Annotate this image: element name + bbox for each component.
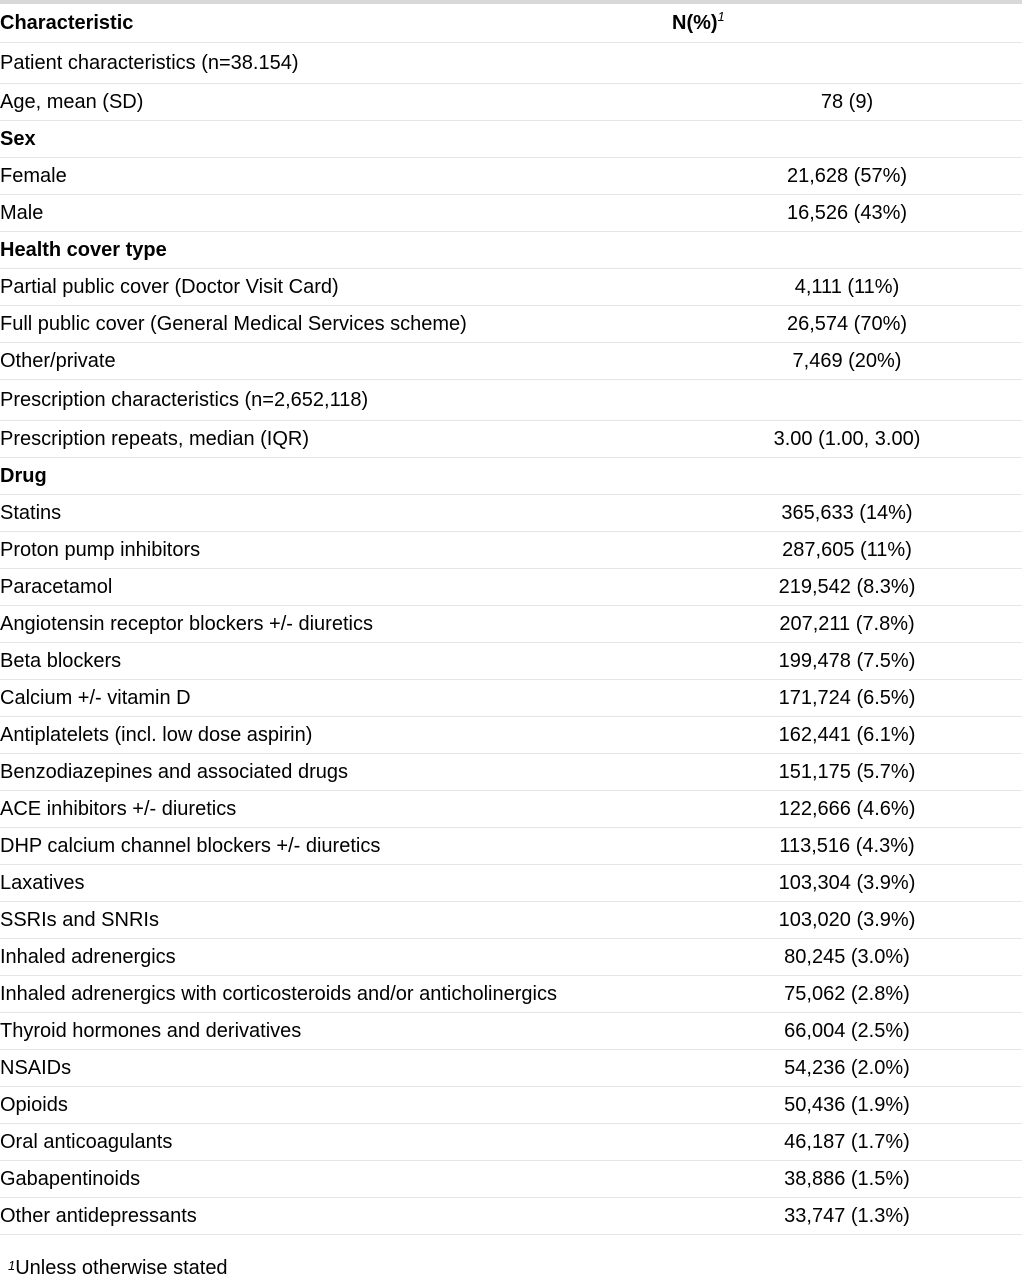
row-value: 66,004 (2.5%) <box>672 1013 1022 1050</box>
section-row <box>0 380 1022 421</box>
row-label: Statins <box>0 495 672 532</box>
table-row <box>0 1013 1022 1050</box>
row-value: 33,747 (1.3%) <box>672 1198 1022 1235</box>
table-row <box>0 643 1022 680</box>
row-label: Laxatives <box>0 865 672 902</box>
table-row <box>0 791 1022 828</box>
row-value: 103,304 (3.9%) <box>672 865 1022 902</box>
group-row <box>0 121 1022 158</box>
table-row <box>0 343 1022 380</box>
value-column-header <box>672 2 1022 43</box>
footnote-marker: 1 <box>8 1258 16 1273</box>
row-label: Female <box>0 158 672 195</box>
row-value: 171,724 (6.5%) <box>672 680 1022 717</box>
table-row <box>0 569 1022 606</box>
row-value: 54,236 (2.0%) <box>672 1050 1022 1087</box>
row-value: 219,542 (8.3%) <box>672 569 1022 606</box>
group-value-empty <box>672 121 1022 158</box>
table-row <box>0 939 1022 976</box>
table-row <box>0 902 1022 939</box>
row-value: 21,628 (57%) <box>672 158 1022 195</box>
row-label: DHP calcium channel blockers +/- diuretics <box>0 828 672 865</box>
row-label: SSRIs and SNRIs <box>0 902 672 939</box>
table-row <box>0 1124 1022 1161</box>
row-label: Male <box>0 195 672 232</box>
row-label: Benzodiazepines and associated drugs <box>0 754 672 791</box>
row-value: 80,245 (3.0%) <box>672 939 1022 976</box>
row-label: Other/private <box>0 343 672 380</box>
row-label: Proton pump inhibitors <box>0 532 672 569</box>
table-row <box>0 421 1022 458</box>
row-value: 7,469 (20%) <box>672 343 1022 380</box>
row-value: 162,441 (6.1%) <box>672 717 1022 754</box>
row-label: Thyroid hormones and derivatives <box>0 1013 672 1050</box>
row-value: 122,666 (4.6%) <box>672 791 1022 828</box>
row-value: 16,526 (43%) <box>672 195 1022 232</box>
row-value: 38,886 (1.5%) <box>672 1161 1022 1198</box>
row-label: Paracetamol <box>0 569 672 606</box>
table-row <box>0 976 1022 1013</box>
row-label: Beta blockers <box>0 643 672 680</box>
group-value-empty <box>672 458 1022 495</box>
table-row <box>0 84 1022 121</box>
value-column-header-label: N(%) <box>672 12 718 34</box>
table-row <box>0 1198 1022 1235</box>
group-row <box>0 458 1022 495</box>
table-row <box>0 269 1022 306</box>
header-row <box>0 2 1022 43</box>
row-value: 365,633 (14%) <box>672 495 1022 532</box>
group-row <box>0 232 1022 269</box>
group-label: Sex <box>0 121 672 158</box>
row-label: Prescription repeats, median (IQR) <box>0 421 672 458</box>
table-row <box>0 606 1022 643</box>
row-label: Gabapentinoids <box>0 1161 672 1198</box>
table-row <box>0 865 1022 902</box>
row-label: Opioids <box>0 1087 672 1124</box>
row-value: 78 (9) <box>672 84 1022 121</box>
row-value: 50,436 (1.9%) <box>672 1087 1022 1124</box>
row-value: 3.00 (1.00, 3.00) <box>672 421 1022 458</box>
group-label: Health cover type <box>0 232 672 269</box>
group-value-empty <box>672 232 1022 269</box>
row-label: Full public cover (General Medical Services scheme) <box>0 306 672 343</box>
row-label: Inhaled adrenergics <box>0 939 672 976</box>
section-title: Prescription characteristics (n=2,652,118) <box>0 380 1022 421</box>
row-label: Calcium +/- vitamin D <box>0 680 672 717</box>
table-header <box>0 2 1022 43</box>
row-value: 199,478 (7.5%) <box>672 643 1022 680</box>
row-label: Partial public cover (Doctor Visit Card) <box>0 269 672 306</box>
row-label: NSAIDs <box>0 1050 672 1087</box>
row-value: 4,111 (11%) <box>672 269 1022 306</box>
table-row <box>0 532 1022 569</box>
footnote-marker: 1 <box>717 9 725 24</box>
table-footnote <box>8 1256 228 1280</box>
section-row <box>0 43 1022 84</box>
table-row <box>0 754 1022 791</box>
row-value: 26,574 (70%) <box>672 306 1022 343</box>
row-label: Oral anticoagulants <box>0 1124 672 1161</box>
table-row <box>0 1161 1022 1198</box>
row-label: Antiplatelets (incl. low dose aspirin) <box>0 717 672 754</box>
footnote-text: Unless otherwise stated <box>15 1257 228 1279</box>
table-row <box>0 306 1022 343</box>
table-row <box>0 717 1022 754</box>
table-row <box>0 1087 1022 1124</box>
table-row <box>0 158 1022 195</box>
row-label: Inhaled adrenergics with corticosteroids and/or anticholinergics <box>0 976 672 1013</box>
row-value: 207,211 (7.8%) <box>672 606 1022 643</box>
row-value: 287,605 (11%) <box>672 532 1022 569</box>
row-value: 75,062 (2.8%) <box>672 976 1022 1013</box>
row-label: Age, mean (SD) <box>0 84 672 121</box>
section-title: Patient characteristics (n=38.154) <box>0 43 1022 84</box>
row-value: 151,175 (5.7%) <box>672 754 1022 791</box>
characteristic-column-header: Characteristic <box>0 2 672 43</box>
row-label: Other antidepressants <box>0 1198 672 1235</box>
table-row <box>0 680 1022 717</box>
row-label: Angiotensin receptor blockers +/- diuretics <box>0 606 672 643</box>
group-label: Drug <box>0 458 672 495</box>
table-row <box>0 495 1022 532</box>
row-label: ACE inhibitors +/- diuretics <box>0 791 672 828</box>
row-value: 103,020 (3.9%) <box>672 902 1022 939</box>
row-value: 46,187 (1.7%) <box>672 1124 1022 1161</box>
table-body <box>0 43 1022 1235</box>
row-value: 113,516 (4.3%) <box>672 828 1022 865</box>
table-row <box>0 828 1022 865</box>
table-row <box>0 195 1022 232</box>
table-row <box>0 1050 1022 1087</box>
